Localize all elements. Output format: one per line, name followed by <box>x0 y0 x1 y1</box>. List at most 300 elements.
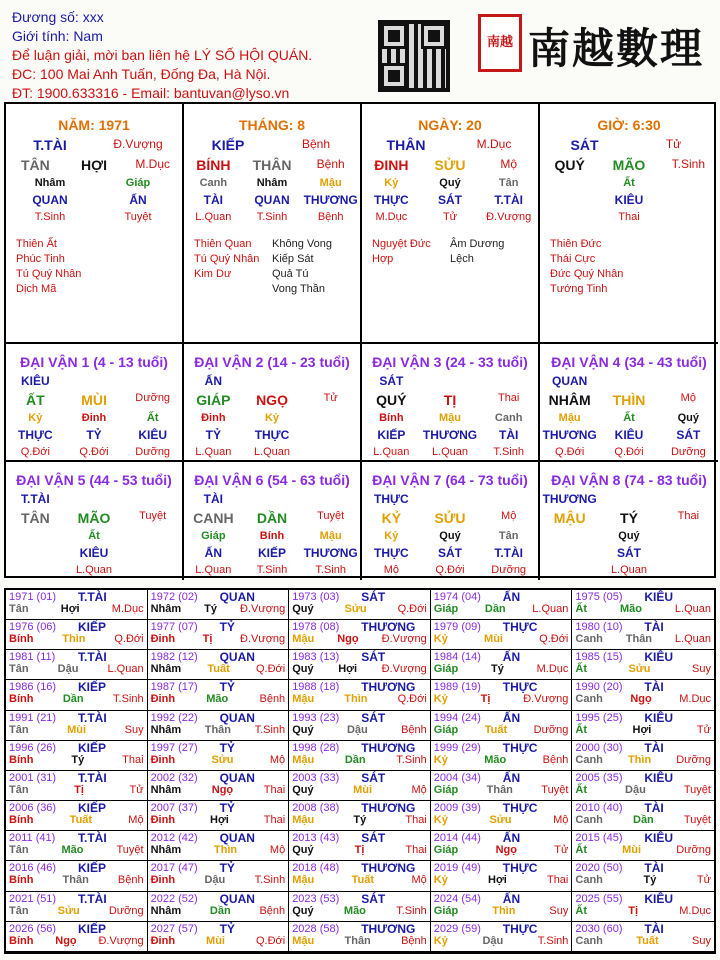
year-chi: Thìn <box>62 633 86 646</box>
year-god: THƯƠNG <box>361 680 416 695</box>
year-phase: Q.Đới <box>114 633 144 646</box>
hidden-stem: Tân <box>498 177 519 189</box>
year-phase: Đ.Vượng <box>98 934 144 947</box>
year-can: Bính <box>9 633 34 646</box>
year-god: TÀI <box>644 620 664 635</box>
year-cell <box>431 922 573 952</box>
spacer <box>65 492 124 506</box>
year-top <box>9 621 144 633</box>
year-phase: Tuyệt <box>116 844 144 857</box>
year-top <box>575 651 711 663</box>
year-label: 2030 (60) <box>575 922 623 935</box>
phase: T.Sinh <box>256 211 288 223</box>
year-chi: Mão <box>343 904 366 917</box>
daivan-gods-row <box>6 546 182 560</box>
hidden-stem: Quý <box>439 530 461 542</box>
year-chi: Thìn <box>492 904 516 917</box>
year-phase: Mộ <box>553 814 569 827</box>
year-label: 1972 (02) <box>150 591 198 603</box>
year-god: TỶ <box>219 801 235 816</box>
hidden-god: THỰC <box>18 428 53 442</box>
daivan-god: KIÊU <box>21 374 50 388</box>
spacer <box>599 374 658 388</box>
year-label: 1971 (01) <box>9 591 57 603</box>
year-top <box>151 742 286 754</box>
year-label: 1991 (21) <box>9 711 57 724</box>
year-god: KIẾP <box>78 921 107 936</box>
year-cell <box>148 892 290 922</box>
phase: L.Quan <box>373 446 410 458</box>
year-can: Nhâm <box>150 904 182 917</box>
year-god: T.TÀI <box>78 650 107 665</box>
phase-row <box>6 211 182 223</box>
daivan-status: Mộ <box>680 392 696 404</box>
daivan-canchi-row <box>540 510 718 526</box>
year-god: KIẾP <box>78 861 107 876</box>
year-cell <box>289 650 431 680</box>
year-can: Giáp <box>433 783 459 796</box>
year-bottom <box>575 663 711 675</box>
daivan-canchi-row <box>362 392 538 408</box>
star-item: Âm Dương Lệch <box>450 238 505 265</box>
year-god: T.TÀI <box>78 891 107 906</box>
year-cell <box>572 801 714 831</box>
year-top <box>151 681 286 693</box>
gt-label: Giới tính: <box>12 28 70 44</box>
year-chi: Hợi <box>488 874 507 887</box>
year-can: Tân <box>9 663 29 676</box>
phase: L.Quan <box>431 446 469 458</box>
year-god: TÀI <box>644 801 664 816</box>
year-bottom <box>151 754 286 766</box>
hidden-god: THỰC <box>254 428 290 442</box>
year-phase: Q.Đới <box>255 934 286 947</box>
year-phase: T.Sinh <box>396 753 427 766</box>
year-bottom <box>434 724 569 736</box>
daivan-title: ĐẠI VẬN 2 (14 - 23 tuổi) <box>194 354 350 370</box>
year-phase: Mộ <box>269 844 286 857</box>
year-bottom <box>575 754 711 766</box>
hidden-stems-row <box>184 177 360 189</box>
year-bottom <box>9 905 144 917</box>
daivan-cell <box>540 344 718 462</box>
phase: Q.Đới <box>20 446 50 458</box>
hidden-god: SÁT <box>616 546 641 560</box>
hidden-god: TỶ <box>205 428 221 442</box>
phase-row <box>184 211 360 223</box>
hidden-stem: Đinh <box>201 412 226 424</box>
year-can: Kỷ <box>433 633 448 646</box>
year-chi: Dần <box>62 693 84 706</box>
pillar-cell <box>540 104 718 344</box>
year-phase: M.Dục <box>679 904 711 917</box>
year-phase: Đ.Vượng <box>240 633 286 646</box>
year-label: 2000 (30) <box>575 741 623 754</box>
year-top <box>575 923 711 935</box>
daivan-can: GIÁP <box>196 392 231 408</box>
daivan-phase-row <box>540 564 718 576</box>
phase: Thai <box>618 211 640 223</box>
hidden-stem <box>540 530 599 542</box>
year-label: 2008 (38) <box>292 802 340 815</box>
spacer <box>659 492 718 506</box>
hidden-god: ẤN <box>129 193 147 207</box>
year-top <box>9 862 144 874</box>
year-cell <box>148 771 290 801</box>
daivan-gods-row <box>6 428 182 442</box>
year-phase: M.Dục <box>111 603 144 615</box>
daivan-status: Tuyệt <box>139 510 167 522</box>
year-bottom <box>434 693 569 705</box>
year-can: Mậu <box>292 633 315 646</box>
year-can: Ất <box>575 904 587 917</box>
seal-stamp <box>478 14 522 72</box>
star-item: Đức Quý Nhân <box>550 268 624 280</box>
daivan-god: ẤN <box>204 374 222 388</box>
year-can: Tân <box>9 723 29 736</box>
year-bottom <box>292 663 427 675</box>
year-label: 2019 (49) <box>433 862 481 875</box>
year-god: T.TÀI <box>78 831 107 846</box>
year-phase: Tử <box>129 783 144 796</box>
so-label: Đương số: <box>12 9 79 25</box>
hidden-stem: Mậu <box>319 530 342 542</box>
hidden-stem: Giáp <box>125 177 151 189</box>
hidden-god <box>123 546 182 560</box>
year-chi: Dậu <box>57 663 79 676</box>
daivan-canchi-row <box>6 510 182 526</box>
hidden-stem: Kỷ <box>264 412 280 424</box>
year-bottom <box>434 784 569 796</box>
year-chi: Mão <box>619 603 642 615</box>
spacer <box>659 374 718 388</box>
year-cell <box>289 620 431 650</box>
year-can: Nhâm <box>150 844 182 857</box>
year-cell <box>289 831 431 861</box>
daivan-cell <box>184 344 362 462</box>
year-phase: T.Sinh <box>113 693 144 706</box>
year-god: KIẾP <box>78 801 107 816</box>
year-god: SÁT <box>361 590 386 604</box>
daivan-gods-row <box>362 546 538 560</box>
year-chi: Mão <box>61 844 84 857</box>
year-bottom <box>9 784 144 796</box>
year-bottom <box>9 663 144 675</box>
year-cell <box>289 892 431 922</box>
year-top <box>9 832 144 844</box>
year-bottom <box>9 724 144 736</box>
year-can: Giáp <box>433 904 459 917</box>
pillar-chi-status: Mộ <box>500 157 518 171</box>
year-label: 1993 (23) <box>292 711 340 724</box>
year-chi: Dậu <box>625 783 646 796</box>
year-top <box>151 712 286 724</box>
year-can: Canh <box>575 934 603 947</box>
year-god: KIÊU <box>644 590 674 604</box>
year-god: SÁT <box>361 710 386 725</box>
year-cell <box>572 922 714 952</box>
year-label: 1974 (04) <box>433 591 481 603</box>
year-phase: Đ.Vượng <box>523 693 569 706</box>
year-can: Tân <box>9 603 29 615</box>
daivan-canchi-row <box>6 392 182 408</box>
stars-right <box>94 237 172 297</box>
year-phase: Mộ <box>128 814 144 827</box>
year-can: Giáp <box>433 844 459 857</box>
year-phase: Thai <box>122 753 144 766</box>
daivan-cell <box>362 462 540 580</box>
star-item: Vong Thần <box>272 283 326 295</box>
year-cell <box>289 922 431 952</box>
pillar-god-status: Bệnh <box>301 137 331 151</box>
year-top <box>434 832 569 844</box>
daivan-god: TÀI <box>203 492 223 506</box>
year-god: QUAN <box>219 710 255 725</box>
year-top <box>292 651 427 663</box>
year-bottom <box>9 874 144 886</box>
year-top <box>9 923 144 935</box>
year-phase: Tử <box>696 874 711 887</box>
year-top <box>434 923 569 935</box>
daivan-status: Dưỡng <box>135 392 171 404</box>
daivan-god: THỰC <box>374 492 409 506</box>
year-bottom <box>575 784 711 796</box>
year-cell <box>6 861 148 891</box>
year-cell <box>572 680 714 710</box>
year-label: 2010 (40) <box>575 802 623 815</box>
year-top <box>292 893 427 905</box>
year-label: 1989 (19) <box>433 681 481 694</box>
year-label: 1992 (22) <box>150 711 198 724</box>
year-cell <box>6 711 148 741</box>
year-cell <box>6 741 148 771</box>
year-label: 1996 (26) <box>9 741 57 754</box>
year-bottom <box>575 693 711 705</box>
phase: L.Quan <box>195 211 232 223</box>
year-cell <box>148 680 290 710</box>
year-top <box>9 651 144 663</box>
year-chi: Ngọ <box>337 633 359 646</box>
year-label: 2028 (58) <box>292 922 340 935</box>
year-god: T.TÀI <box>78 710 107 725</box>
year-god: T.TÀI <box>78 590 107 604</box>
year-cell <box>289 801 431 831</box>
year-chi: Sửu <box>211 753 234 766</box>
address-line: ĐC: 100 Mai Anh Tuấn, Đống Đa, Hà Nội. <box>12 66 271 82</box>
phase-row <box>540 211 718 223</box>
year-phase: Thai <box>546 874 569 887</box>
hidden-stem: Canh <box>494 412 523 424</box>
year-chi: Mùi <box>622 844 642 857</box>
star-item: Thiên Ất <box>16 238 57 250</box>
year-can: Quý <box>292 844 314 857</box>
year-god: TỶ <box>219 740 235 755</box>
year-chi: Tuất <box>69 814 93 827</box>
year-can: Đinh <box>150 874 176 887</box>
year-bottom <box>151 633 286 645</box>
hidden-god: T.TÀI <box>494 546 524 560</box>
star-item: Dịch Mã <box>16 283 57 295</box>
year-can: Đinh <box>150 633 176 646</box>
year-god: ẤN <box>502 891 521 906</box>
daivan-god: THƯƠNG <box>542 492 597 506</box>
year-can: Kỷ <box>433 814 448 827</box>
pillar-god-status: Tử <box>665 137 682 151</box>
year-label: 1983 (13) <box>292 651 340 664</box>
year-chi: Thìn <box>627 753 652 766</box>
year-can: Mậu <box>292 874 315 887</box>
stars-left <box>550 237 629 297</box>
year-label: 2009 (39) <box>433 802 481 815</box>
pillar-cell <box>362 104 540 344</box>
year-god: KIẾP <box>78 620 107 635</box>
pillar-can: QUÝ <box>554 157 585 173</box>
year-label: 1999 (29) <box>433 741 481 754</box>
year-god: KIÊU <box>644 650 674 665</box>
phase: Dưỡng <box>135 446 171 458</box>
spacer <box>301 374 360 388</box>
spacer <box>123 374 182 388</box>
year-top <box>434 742 569 754</box>
year-chi: Tị <box>202 633 213 646</box>
year-can: Nhâm <box>150 783 182 796</box>
year-chi: Dậu <box>204 874 226 887</box>
year-label: 2007 (37) <box>150 802 198 815</box>
year-chi: Tuất <box>484 723 508 736</box>
year-top <box>292 832 427 844</box>
year-phase: Mộ <box>411 874 427 887</box>
year-bottom <box>151 935 286 947</box>
year-can: Bính <box>9 814 34 827</box>
phase: T.Sinh <box>34 211 66 223</box>
daivan-hidden-row <box>6 412 182 424</box>
daivan-cell <box>6 344 184 462</box>
year-label: 2015 (45) <box>575 832 623 845</box>
year-bottom <box>292 724 427 736</box>
year-label: 2027 (57) <box>150 922 198 935</box>
stars-box <box>540 237 718 297</box>
year-top <box>151 591 286 603</box>
phase <box>301 446 360 458</box>
year-label: 2026 (56) <box>9 922 57 935</box>
year-can: Canh <box>575 814 603 827</box>
year-top <box>151 621 286 633</box>
year-god: QUAN <box>219 650 255 665</box>
year-label: 2020 (50) <box>575 862 623 875</box>
year-god: KIÊU <box>644 831 674 846</box>
year-bottom <box>434 935 569 947</box>
year-bottom <box>292 784 427 796</box>
year-top <box>151 651 286 663</box>
daivan-title: ĐẠI VẬN 8 (74 - 83 tuổi) <box>551 472 707 488</box>
year-top <box>434 893 569 905</box>
year-god: THƯƠNG <box>361 620 416 635</box>
pillar-canchi-row <box>540 157 718 173</box>
hidden-god: T.TÀI <box>494 193 524 207</box>
year-bottom <box>151 693 286 705</box>
year-cell <box>289 771 431 801</box>
year-top <box>575 742 711 754</box>
year-god: THỰC <box>502 680 538 695</box>
hidden-god <box>659 546 718 560</box>
year-chi: Thìn <box>344 693 368 706</box>
year-cell <box>6 680 148 710</box>
year-bottom <box>151 724 286 736</box>
year-can: Canh <box>575 693 603 706</box>
year-god: ẤN <box>502 770 521 785</box>
year-chi: Hợi <box>210 814 229 827</box>
year-god: KIÊU <box>644 891 674 906</box>
pillar-can: ĐINH <box>374 157 409 173</box>
year-phase: L.Quan <box>107 663 144 676</box>
year-phase: Q.Đới <box>397 603 427 615</box>
hidden-stem: Mậu <box>319 177 342 189</box>
year-god: THƯƠNG <box>361 861 416 876</box>
year-chi: Ngọ <box>495 844 517 857</box>
pillar-god-status: M.Dục <box>476 137 512 151</box>
hidden-gods-row <box>540 193 718 207</box>
year-can: Đinh <box>150 753 176 766</box>
year-cell <box>572 650 714 680</box>
year-god: QUAN <box>219 891 255 906</box>
phase: T.Sinh <box>256 564 288 576</box>
daivan-gods-row <box>540 546 718 560</box>
hidden-stem: Ất <box>88 530 100 542</box>
year-chi: Hợi <box>632 723 652 736</box>
year-god: SÁT <box>361 770 386 785</box>
hidden-god: THƯƠNG <box>303 546 358 560</box>
year-cell <box>572 771 714 801</box>
spacer <box>421 492 480 506</box>
year-bottom <box>292 603 427 615</box>
qr-code-icon[interactable] <box>378 20 450 92</box>
hidden-stem <box>6 530 65 542</box>
year-chi: Tý <box>491 663 504 676</box>
hidden-stem: Nhâm <box>34 177 66 189</box>
year-can: Kỷ <box>433 874 448 887</box>
year-top <box>9 742 144 754</box>
daivan-chi: NGỌ <box>256 392 288 408</box>
year-bottom <box>575 905 711 917</box>
year-cell <box>6 892 148 922</box>
year-bottom <box>151 814 286 826</box>
daivan-canchi-row <box>540 392 718 408</box>
year-can: Ất <box>575 844 587 857</box>
daivan-title: ĐẠI VẬN 5 (44 - 53 tuổi) <box>16 472 172 488</box>
year-top <box>9 772 144 784</box>
pillar-god-row <box>184 137 360 153</box>
hidden-god: TÀI <box>203 193 223 207</box>
hidden-stems-row <box>6 177 182 189</box>
star-item: Kim Dư <box>194 268 232 280</box>
phase <box>540 564 599 576</box>
year-chi: Tý <box>643 874 657 887</box>
daivan-title: ĐẠI VẬN 1 (4 - 13 tuổi) <box>20 354 168 370</box>
daivan-hidden-row <box>362 412 538 424</box>
year-label: 1982 (12) <box>150 651 198 664</box>
year-label: 2004 (34) <box>433 771 481 784</box>
phase: Tuyệt <box>124 211 152 223</box>
year-can: Mậu <box>292 814 315 827</box>
year-phase: Suy <box>692 934 711 947</box>
spacer <box>421 374 480 388</box>
year-chi: Mão <box>206 693 229 706</box>
year-label: 1990 (20) <box>575 681 623 694</box>
year-cell <box>289 741 431 771</box>
year-can: Bính <box>9 693 34 706</box>
hidden-gods-row <box>362 193 538 207</box>
spacer <box>599 492 658 506</box>
